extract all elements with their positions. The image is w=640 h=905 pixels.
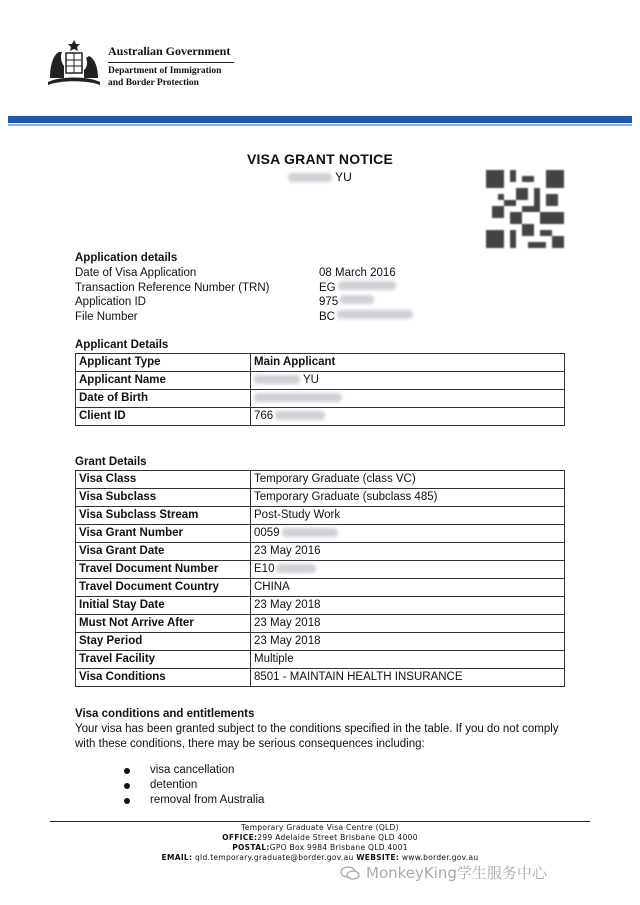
table-value: Post-Study Work bbox=[251, 507, 565, 525]
table-key: Stay Period bbox=[76, 633, 251, 651]
table-key: Applicant Type bbox=[76, 354, 251, 372]
table-key: Visa Grant Number bbox=[76, 525, 251, 543]
consequences-list bbox=[124, 763, 264, 808]
redacted bbox=[254, 393, 342, 402]
table-value bbox=[251, 408, 565, 426]
list-item bbox=[124, 763, 264, 778]
table-key: Travel Facility bbox=[76, 651, 251, 669]
table-value: 23 May 2018 bbox=[251, 597, 565, 615]
table-key: Visa Class bbox=[76, 471, 251, 489]
table-key: Must Not Arrive After bbox=[76, 615, 251, 633]
office-label: OFFICE: bbox=[222, 833, 258, 842]
app-row bbox=[75, 295, 413, 310]
page-title: VISA GRANT NOTICE bbox=[247, 151, 393, 167]
watermark-text: MonkeyKing学生服务中心 bbox=[366, 864, 547, 882]
header-blue-bar-light bbox=[8, 124, 632, 126]
table-row bbox=[76, 615, 565, 633]
applicant-details-table bbox=[75, 353, 565, 426]
table-value: 23 May 2016 bbox=[251, 543, 565, 561]
grant-details-heading: Grant Details bbox=[75, 456, 147, 468]
applicant-name-heading bbox=[288, 170, 352, 184]
app-row bbox=[75, 266, 413, 281]
redacted-given-name bbox=[288, 173, 332, 182]
app-label: Transaction Reference Number (TRN) bbox=[75, 281, 270, 294]
application-details-list bbox=[75, 266, 413, 324]
table-row bbox=[76, 651, 565, 669]
app-label: Date of Visa Application bbox=[75, 267, 197, 279]
table-key: Travel Document Country bbox=[76, 579, 251, 597]
surname: YU bbox=[335, 170, 352, 184]
watermark bbox=[340, 862, 547, 883]
table-row bbox=[76, 489, 565, 507]
table-value: 23 May 2018 bbox=[251, 633, 565, 651]
footer-office bbox=[0, 833, 640, 843]
app-value: EG bbox=[319, 281, 336, 294]
table-key: Visa Subclass Stream bbox=[76, 507, 251, 525]
table-key: Travel Document Number bbox=[76, 561, 251, 579]
redacted bbox=[276, 564, 316, 573]
applicant-name-value: YU bbox=[303, 374, 319, 386]
redacted bbox=[275, 411, 325, 420]
table-row bbox=[76, 633, 565, 651]
table-row bbox=[76, 408, 565, 426]
postal-address: GPO Box 9984 Brisbane QLD 4001 bbox=[269, 843, 408, 852]
table-key: Date of Birth bbox=[76, 390, 251, 408]
conditions-heading: Visa conditions and entitlements bbox=[75, 708, 255, 720]
table-row bbox=[76, 354, 565, 372]
email-link[interactable]: qld.temporary.graduate@border.gov.au bbox=[195, 853, 354, 862]
government-header bbox=[44, 38, 264, 98]
footer-postal bbox=[0, 843, 640, 853]
app-label: Application ID bbox=[75, 296, 146, 308]
table-key: Visa Grant Date bbox=[76, 543, 251, 561]
wechat-icon bbox=[340, 866, 360, 880]
bullet-text: detention bbox=[150, 779, 198, 791]
table-key: Client ID bbox=[76, 408, 251, 426]
table-key: Initial Stay Date bbox=[76, 597, 251, 615]
table-value bbox=[251, 561, 565, 579]
email-label: EMAIL: bbox=[161, 853, 193, 862]
table-value: CHINA bbox=[251, 579, 565, 597]
redacted bbox=[254, 375, 300, 384]
app-value: 08 March 2016 bbox=[319, 267, 396, 279]
list-item bbox=[124, 778, 264, 793]
table-row bbox=[76, 525, 565, 543]
header-divider bbox=[108, 62, 234, 63]
table-row bbox=[76, 561, 565, 579]
app-row bbox=[75, 281, 413, 296]
app-row bbox=[75, 310, 413, 325]
table-row bbox=[76, 390, 565, 408]
applicant-details-heading: Applicant Details bbox=[75, 339, 169, 351]
table-row bbox=[76, 507, 565, 525]
redacted bbox=[340, 295, 374, 304]
coat-of-arms-icon bbox=[44, 38, 104, 90]
bullet-text: removal from Australia bbox=[150, 794, 265, 806]
postal-label: POSTAL: bbox=[232, 843, 270, 852]
table-row bbox=[76, 471, 565, 489]
footer-centre: Temporary Graduate Visa Centre (QLD) bbox=[241, 823, 399, 832]
website-link[interactable]: www.border.gov.au bbox=[401, 853, 479, 862]
bullet-icon bbox=[124, 798, 130, 804]
table-value bbox=[251, 372, 565, 390]
redacted bbox=[338, 281, 396, 290]
footer bbox=[0, 823, 640, 863]
table-value: 23 May 2018 bbox=[251, 615, 565, 633]
applicant-type-value: Main Applicant bbox=[254, 356, 336, 368]
department-line-1: Department of Immigration bbox=[108, 66, 222, 76]
table-row bbox=[76, 597, 565, 615]
redacted bbox=[282, 528, 338, 537]
client-id-value: 766 bbox=[254, 410, 274, 422]
header-blue-bar bbox=[8, 116, 632, 123]
table-value bbox=[251, 390, 565, 408]
table-value bbox=[251, 354, 565, 372]
website-label: WEBSITE: bbox=[356, 853, 400, 862]
qr-code bbox=[486, 170, 564, 248]
table-row bbox=[76, 372, 565, 390]
app-value: BC bbox=[319, 310, 335, 323]
table-row bbox=[76, 579, 565, 597]
footer-divider bbox=[50, 821, 590, 822]
table-value: 8501 - MAINTAIN HEALTH INSURANCE bbox=[251, 669, 565, 687]
grant-number-value: 0059 bbox=[254, 527, 280, 539]
department-line-2: and Border Protection bbox=[108, 77, 199, 88]
table-key: Visa Subclass bbox=[76, 489, 251, 507]
table-value: Multiple bbox=[251, 651, 565, 669]
table-value bbox=[251, 525, 565, 543]
app-label: File Number bbox=[75, 310, 138, 323]
table-key: Applicant Name bbox=[76, 372, 251, 390]
table-value: Temporary Graduate (class VC) bbox=[251, 471, 565, 489]
conditions-paragraph: Your visa has been granted subject to the conditions specified in the table. If you do not comply with these conditions, there may be serious consequences including: bbox=[75, 723, 559, 750]
table-row bbox=[76, 669, 565, 687]
list-item bbox=[124, 793, 264, 808]
grant-details-table bbox=[75, 470, 565, 687]
redacted bbox=[337, 310, 413, 319]
app-value: 975 bbox=[319, 296, 339, 308]
table-value: Temporary Graduate (subclass 485) bbox=[251, 489, 565, 507]
application-details-heading: Application details bbox=[75, 252, 178, 264]
government-title: Australian Government bbox=[108, 44, 231, 58]
bullet-icon bbox=[124, 783, 130, 789]
bullet-icon bbox=[124, 768, 130, 774]
bullet-text: visa cancellation bbox=[150, 764, 235, 776]
office-address: 299 Adelaide Street Brisbane QLD 4000 bbox=[257, 833, 418, 842]
table-key: Visa Conditions bbox=[76, 669, 251, 687]
table-row bbox=[76, 543, 565, 561]
travel-doc-number-value: E10 bbox=[254, 563, 275, 575]
